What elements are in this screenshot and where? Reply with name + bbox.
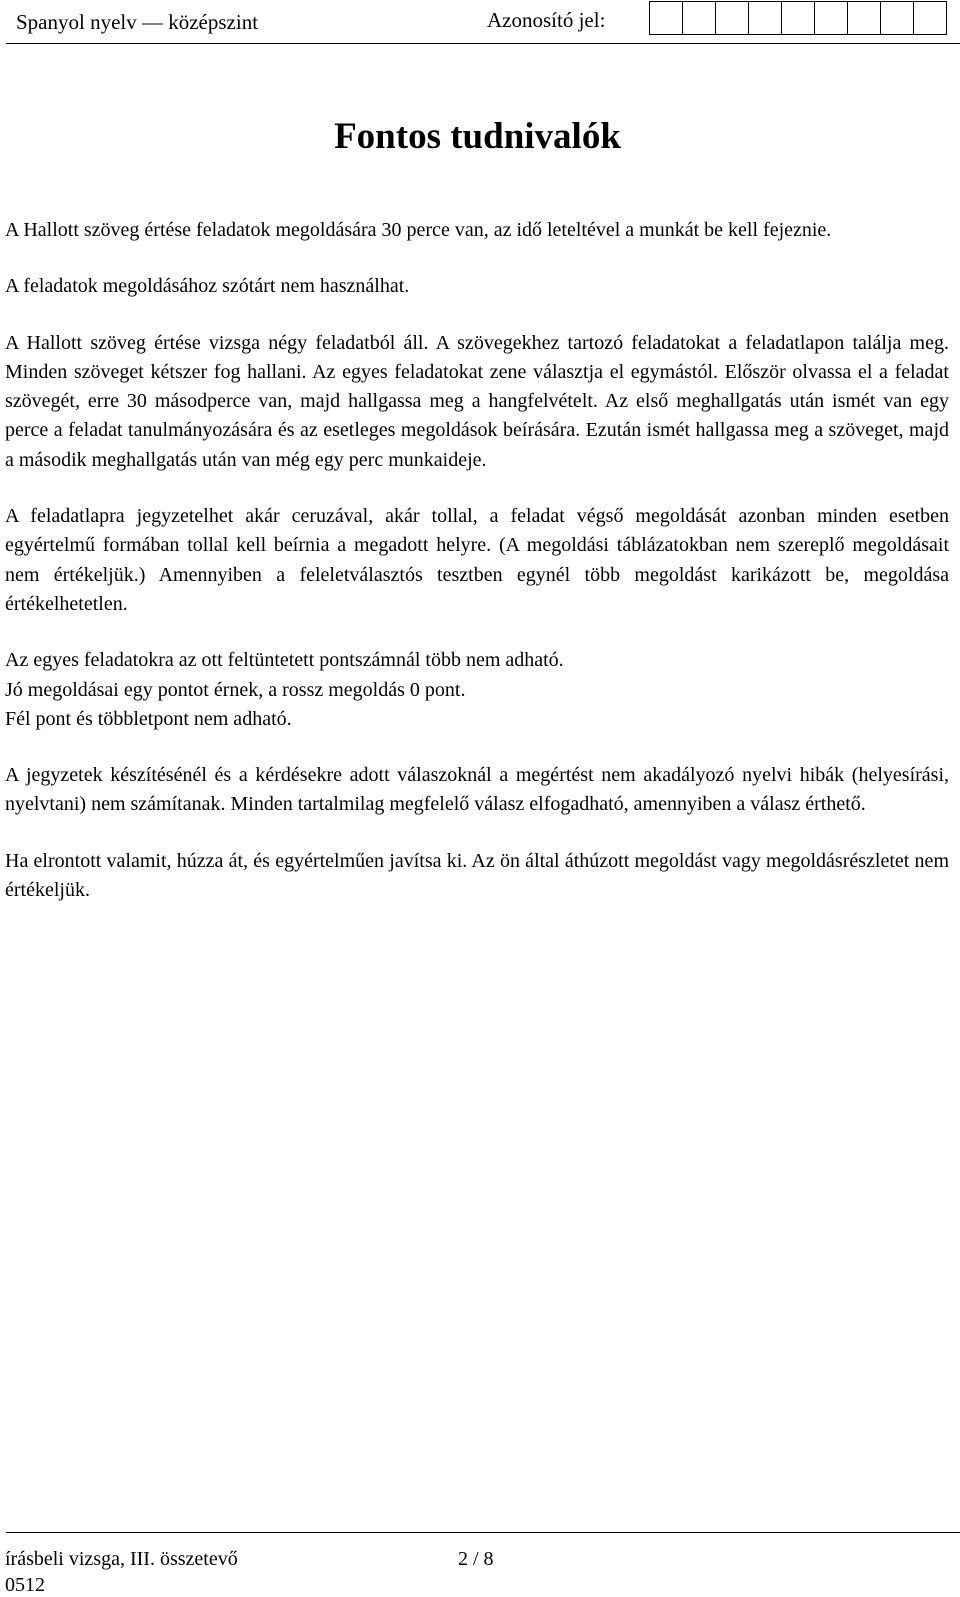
id-box	[748, 1, 782, 35]
footer-divider	[6, 1532, 960, 1533]
subject-label: Spanyol nyelv — középszint	[16, 10, 259, 34]
id-box	[880, 1, 914, 35]
page-header	[0, 0, 960, 46]
instruction-paragraph: Az egyes feladatokra az ott feltüntetett pontszámnál több nem adható.	[5, 649, 564, 672]
footer-code: 0512	[5, 1574, 45, 1596]
footer-exam-part: írásbeli vizsga, III. összetevő	[5, 1548, 238, 1570]
instruction-paragraph: A Hallott szöveg értése vizsga négy feladatból áll. A szövegekhez tartozó feladatokat a feladatlapon találja meg. Minden szöveget kétszer fog hallani. Az egyes feladatokat zene választja el egymástól. Először olvassa el a feladat szövegét, erre 30 másodperce van, majd hallgassa meg a hangfelvételt. Az első meghallgatás után ismét van egy perce a feladat tanulmányozására és az esetleges megoldások beírására. Ezután ismét hallgassa meg a szöveget, majd a második meghallgatás után van még egy perc munkaideje.	[5, 331, 949, 471]
instruction-paragraph: Fél pont és többletpont nem adható.	[5, 707, 292, 730]
id-box	[682, 1, 716, 35]
instruction-paragraph: A jegyzetek készítésénél és a kérdésekre adott válaszoknál a megértést nem akadályozó nyelvi hibák (helyesírási, nyelvtani) nem számítanak. Minden tartalmilag megfelelő válasz elfogadható, amennyiben a válasz érthető.	[5, 764, 949, 816]
page-title: Fontos tudnivalók	[334, 116, 621, 157]
id-box	[715, 1, 749, 35]
id-box	[913, 1, 947, 35]
id-box	[847, 1, 881, 35]
instruction-paragraph: A Hallott szöveg értése feladatok megoldására 30 perce van, az idő leteltével a munkát be kell fejeznie.	[5, 219, 832, 241]
instruction-paragraph: Jó megoldásai egy pontot érnek, a rossz megoldás 0 pont.	[5, 678, 466, 701]
instruction-paragraph: Ha elrontott valamit, húzza át, és egyértelműen javítsa ki. Az ön által áthúzott megoldást vagy megoldásrészletet nem értékeljük.	[5, 849, 949, 902]
id-label: Azonosító jel:	[487, 8, 606, 32]
id-box	[649, 1, 683, 35]
id-box	[814, 1, 848, 35]
id-box	[781, 1, 815, 35]
footer-page-number: 2 / 8	[458, 1548, 494, 1570]
id-boxes	[650, 1, 947, 35]
instruction-paragraph: A feladatlapra jegyzetelhet akár ceruzával, akár tollal, a feladat végső megoldását azonban minden esetben egyértelmű formában tollal kell beírnia a megadott helyre. (A megoldási táblázatokban nem szereplő megoldásait nem értékeljük.) Amennyiben a feleletválasztós tesztben egynél több megoldást karikázott be, megoldása értékelhetetlen.	[5, 505, 949, 615]
instructions-body	[5, 216, 949, 932]
header-divider	[6, 43, 960, 44]
instruction-paragraph: A feladatok megoldásához szótárt nem használhat.	[5, 275, 410, 298]
